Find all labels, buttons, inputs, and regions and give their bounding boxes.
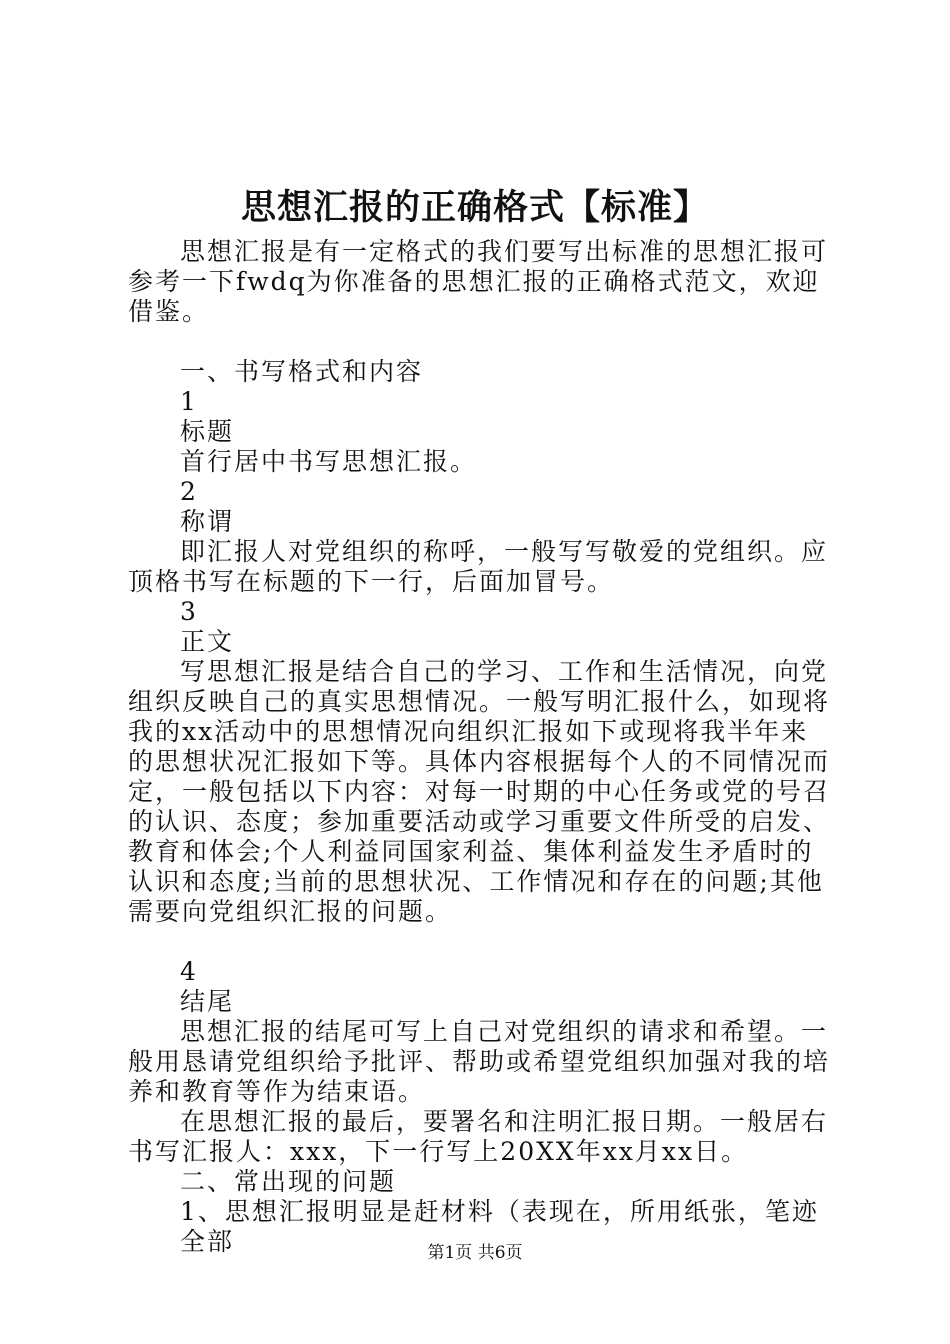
document-title: 思想汇报的正确格式【标准】 <box>240 187 709 228</box>
problem-text: 1、思想汇报明显是赶材料（表现在，所用纸张，笔迹全部 <box>180 1197 819 1256</box>
item-number: 3 <box>180 597 198 626</box>
item-text: 首行居中书写思想汇报。 <box>180 447 478 476</box>
item-label: 称谓 <box>180 507 235 536</box>
section-heading: 二、常出现的问题 <box>180 1167 397 1196</box>
item-label: 结尾 <box>180 987 235 1016</box>
item-number: 1 <box>180 387 198 416</box>
spacer <box>128 927 832 957</box>
page-footer: 第1页 共6页 <box>427 1243 523 1263</box>
item-label: 标题 <box>180 417 235 446</box>
document-body <box>128 237 832 1257</box>
section-heading: 一、书写格式和内容 <box>180 357 424 386</box>
item-text: 写思想汇报是结合自己的学习、工作和生活情况，向党组织反映自己的真实思想情况。一般写明汇报什么，如现将我的xx活动中的思想情况向组织汇报如下或现将我半年来的思想状况汇报如下等。具体内容根据每个人的不同情况而定，一般包括以下内容：对每一时期的中心任务或党的号召的认识、态度；参加重要活动或学习重要文件所受的启发、教育和体会;个人利益同国家利益、集体利益发生矛盾时的认识和态度;当前的思想状况、工作情况和存在的问题;其他需要向党组织汇报的问题。 <box>128 657 831 926</box>
spacer <box>128 327 832 357</box>
item-text: 即汇报人对党组织的称呼，一般写写敬爱的党组织。应顶格书写在标题的下一行，后面加冒号。 <box>128 537 829 596</box>
item-text: 思想汇报的结尾可写上自己对党组织的请求和希望。一般用恳请党组织给予批评、帮助或希望党组织加强对我的培养和教育等作为结束语。 <box>128 1017 831 1106</box>
item-number: 4 <box>180 957 198 986</box>
item-text: 在思想汇报的最后，要署名和注明汇报日期。一般居右书写汇报人：xxx，下一行写上20XX年xx月xx日。 <box>128 1107 829 1166</box>
intro-paragraph: 思想汇报是有一定格式的我们要写出标准的思想汇报可参考一下fwdq为你准备的思想汇报的正确格式范文，欢迎借鉴。 <box>128 237 829 326</box>
item-label: 正文 <box>180 627 235 656</box>
item-number: 2 <box>180 477 198 506</box>
